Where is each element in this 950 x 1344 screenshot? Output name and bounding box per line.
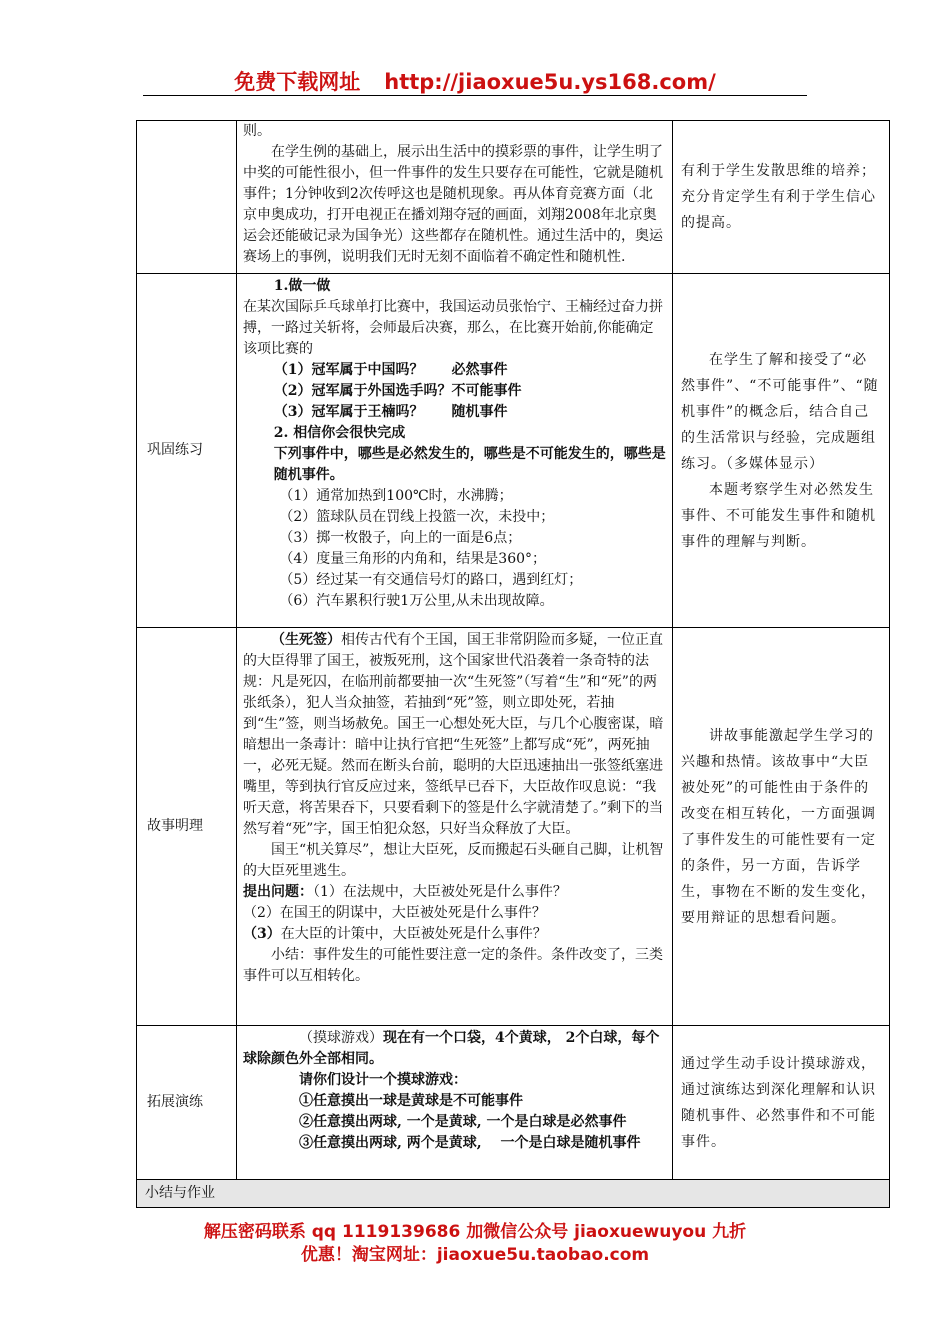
extend-intro-text: 现在有一个口袋，4个黄球， 2个白球，每个球除颜色外全部相同。: [243, 1030, 660, 1067]
practice-note-2: 本题考察学生对必然发生事件、不可能发生事件和随机事件的理解与判断。: [681, 481, 876, 550]
story-question-3: [243, 924, 666, 945]
extend-lead: （摸球游戏）: [299, 1030, 383, 1046]
row-story-note: [673, 628, 890, 1026]
story-summary: 小结：事件发生的可能性要注意一定的条件。条件改变了，三类事件可以互相转化。: [243, 947, 663, 984]
row-intro: [137, 121, 890, 274]
extend-item-1: ①任意摸出一球是黄球是不可能事件: [299, 1093, 523, 1109]
row-practice-label: 巩固练习: [137, 274, 237, 628]
practice-title-1: 1.做一做: [273, 278, 331, 294]
row-intro-content: [237, 121, 673, 274]
story-lead: （生死签）: [271, 632, 341, 648]
intro-line-1: 在学生例的基础上，展示出生活中的摸彩票的事件，让学生明了中奖的可能性很小，但一件事件的发生只要存在可能性，它就是随机事件；1分钟收到2次传呼这也是随机现象。再从体育竞赛方面（北京申奥成功，打开电视正在播刘翔夺冠的画面，刘翔2008年北京奥运会还能破记录为国争光）这些都存在随机性。通过生活中的，奥运赛场上的事例，说明我们无时无刻不面临着不确定性和随机性.: [243, 144, 663, 265]
header-url[interactable]: http://jiaoxue5u.ys168.com/: [384, 70, 716, 94]
row-practice: [137, 274, 890, 628]
footer-line-2: 优惠！淘宝网址：jiaoxue5u.taobao.com: [300, 1245, 650, 1265]
extend-item-3: ③任意摸出两球, 两个是黄球, 一个是白球是随机事件: [299, 1135, 641, 1151]
row-practice-note: [673, 274, 890, 628]
row-practice-content: [237, 274, 673, 628]
story-body-2: 国王“机关算尽”，想让大臣死，反而搬起石头砸自己脚，让机智的大臣死里逃生。: [243, 842, 664, 879]
practice-q3: （3）冠军属于王楠吗？ 随机事件: [273, 404, 508, 420]
story-question-1: [243, 882, 666, 903]
intro-line-0: 则。: [243, 123, 271, 139]
story-question-lead: 提出问题：: [243, 884, 313, 900]
row-intro-note: 有利于学生发散思维的培养；充分肯定学生有利于学生信心的提高。: [673, 121, 890, 274]
header-divider: [143, 95, 807, 96]
story-note: 讲故事能激起学生学习的兴趣和热情。该故事中“大臣被处死”的可能性由于条件的改变在相互转化，一方面强调了事件发生的可能性要有一定的条件，另一方面，告诉学生，事物在不断的发生变化，要用辩证的思想看问题。: [681, 727, 876, 926]
story-question-3-num: （3）: [243, 926, 281, 942]
row-summary: [137, 1180, 890, 1208]
row-story-content: [237, 628, 673, 1026]
row-story-label: 故事明理: [137, 628, 237, 1026]
story-body: [243, 630, 666, 840]
practice-item-5: （5）经过某一有交通信号灯的路口，遇到红灯；: [279, 572, 583, 588]
header-prefix: 免费下载网址: [234, 70, 361, 94]
practice-item-2: （2）篮球队员在罚线上投篮一次，未投中；: [279, 509, 555, 525]
lesson-table: [136, 120, 890, 1208]
extend-ask: 请你们设计一个摸球游戏：: [299, 1072, 467, 1088]
practice-title-2: 2. 相信你会很快完成: [273, 425, 406, 441]
story-question-2: （2）在国王的阴谋中，大臣被处死是什么事件？: [243, 905, 546, 921]
row-intro-label: [137, 121, 237, 274]
row-extend-note: 通过学生动手设计摸球游戏，通过演练达到深化理解和认识随机事件、必然事件和不可能事件。: [673, 1026, 890, 1180]
extend-intro: [243, 1028, 666, 1070]
practice-item-3: （3）掷一枚骰子，向上的一面是6点；: [279, 530, 522, 546]
practice-q2: （2）冠军属于外国选手吗？不可能事件: [273, 383, 522, 399]
row-extend: [137, 1026, 890, 1180]
page-header: [0, 66, 950, 96]
practice-item-6: （6）汽车累积行驶1万公里,从未出现故障。: [279, 593, 554, 609]
practice-q1: （1）冠军属于中国吗？ 必然事件: [273, 362, 508, 378]
extend-item-2: ②任意摸出两球, 一个是黄球, 一个是白球是必然事件: [299, 1114, 627, 1130]
practice-instruction: 下列事件中，哪些是必然发生的，哪些是不可能发生的，哪些是随机事件。: [273, 446, 666, 483]
story-question-3-text: 在大臣的计策中，大臣被处死是什么事件？: [280, 926, 547, 942]
row-extend-label: 拓展演练: [137, 1026, 237, 1180]
practice-intro: 在某次国际乒乓球单打比赛中，我国运动员张怡宁、王楠经过奋力拼搏，一路过关斩将，会师最后决赛，那么，在比赛开始前,你能确定该项比赛的: [243, 299, 663, 357]
practice-item-1: （1）通常加热到100℃时，水沸腾；: [279, 488, 513, 504]
practice-note-1: 在学生了解和接受了“必然事件”、“不可能事件”、“随机事件”的概念后，结合自己的生活常识与经验，完成题组练习。（多媒体显示）: [681, 351, 879, 472]
footer-line-1: 解压密码联系 qq 1119139686 加微信公众号 jiaoxuewuyou 九折: [203, 1222, 747, 1242]
row-story: [137, 628, 890, 1026]
story-text: 相传古代有个王国，国王非常阴险而多疑，一位正直的大臣得罪了国王，被叛死刑，这个国家世代沿袭着一条奇特的法规：凡是死囚，在临刑前都要抽一次“生死签”（写着“生”和“死”的两张纸条），犯人当众抽签，若抽到“死”签，则立即处死，若抽到“生”签，则当场赦免。国王一心想处死大臣，与几个心腹密谋，暗暗想出一条毒计：暗中让执行官把“生死签”上都写成“死”，两死抽一，必死无疑。然而在断头台前，聪明的大臣迅速抽出一张签纸塞进嘴里，等到执行官反应过来，签纸早已吞下，大臣故作叹息说：“我听天意，将苦果吞下，只要看剩下的签是什么字就清楚了。”剩下的当然写着“死”字，国王怕犯众怒，只好当众释放了大臣。: [243, 632, 664, 837]
row-extend-content: [237, 1026, 673, 1180]
story-question-1-text: （1）在法规中，大臣被处死是什么事件？: [313, 884, 567, 900]
row-summary-label: 小结与作业: [137, 1180, 890, 1208]
practice-item-4: （4）度量三角形的内角和，结果是360°；: [279, 551, 547, 567]
